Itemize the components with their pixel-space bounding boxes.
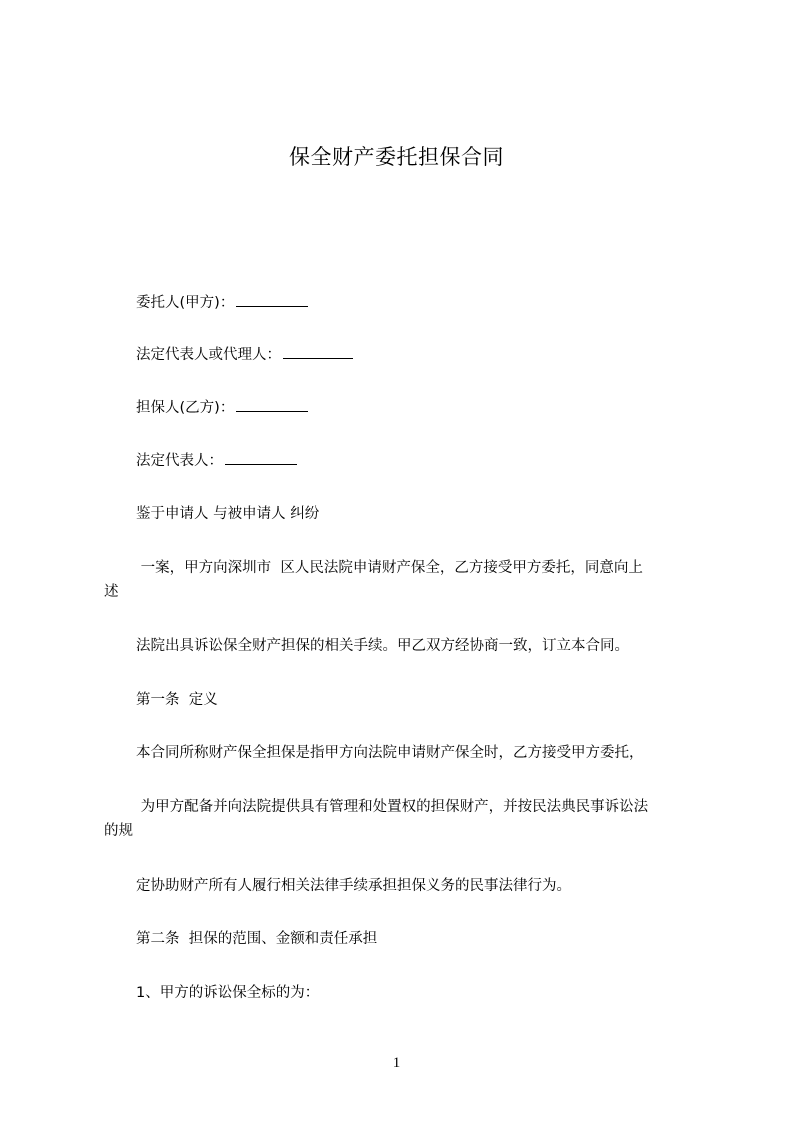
principal-rep-line: [136, 344, 353, 365]
principal-line: [136, 292, 308, 313]
guarantor-rep-blank: [225, 450, 297, 465]
page-number: 1: [392, 1055, 401, 1071]
principal-blank: [236, 292, 308, 307]
paragraph: 的规: [104, 823, 133, 839]
principal-label: 委托人(甲方)：: [136, 295, 235, 311]
guarantor-rep-line: [136, 450, 297, 471]
paragraph: 法院出具诉讼保全财产担保的相关手续。甲乙双方经协商一致，订立本合同。: [136, 638, 629, 654]
paragraph: 为甲方配备并向法院提供具有管理和处置权的担保财产，并按民法典民事诉讼法: [136, 799, 649, 815]
paragraph: 一案，甲方向深圳市 区人民法院申请财产保全，乙方接受甲方委托，同意向上: [136, 560, 643, 576]
article-heading: 第二条 担保的范围、金额和责任承担: [136, 931, 378, 947]
paragraph: 述: [104, 584, 119, 600]
principal-rep-blank: [283, 344, 353, 359]
list-item: 1、甲方的诉讼保全标的为：: [136, 985, 320, 1001]
document-title: 保全财产委托担保合同: [289, 145, 504, 169]
paragraph: 定协助财产所有人履行相关法律手续承担担保义务的民事法律行为。: [136, 878, 571, 894]
principal-rep-label: 法定代表人或代理人：: [136, 347, 281, 363]
guarantor-blank: [236, 397, 308, 412]
guarantor-rep-label: 法定代表人：: [136, 453, 223, 469]
guarantor-line: [136, 397, 308, 418]
guarantor-label: 担保人(乙方)：: [136, 400, 235, 416]
paragraph: 本合同所称财产保全担保是指甲方向法院申请财产保全时，乙方接受甲方委托，: [136, 745, 644, 761]
paragraph: 鉴于申请人 与被申请人 纠纷: [136, 506, 320, 522]
article-heading: 第一条 定义: [136, 692, 218, 708]
